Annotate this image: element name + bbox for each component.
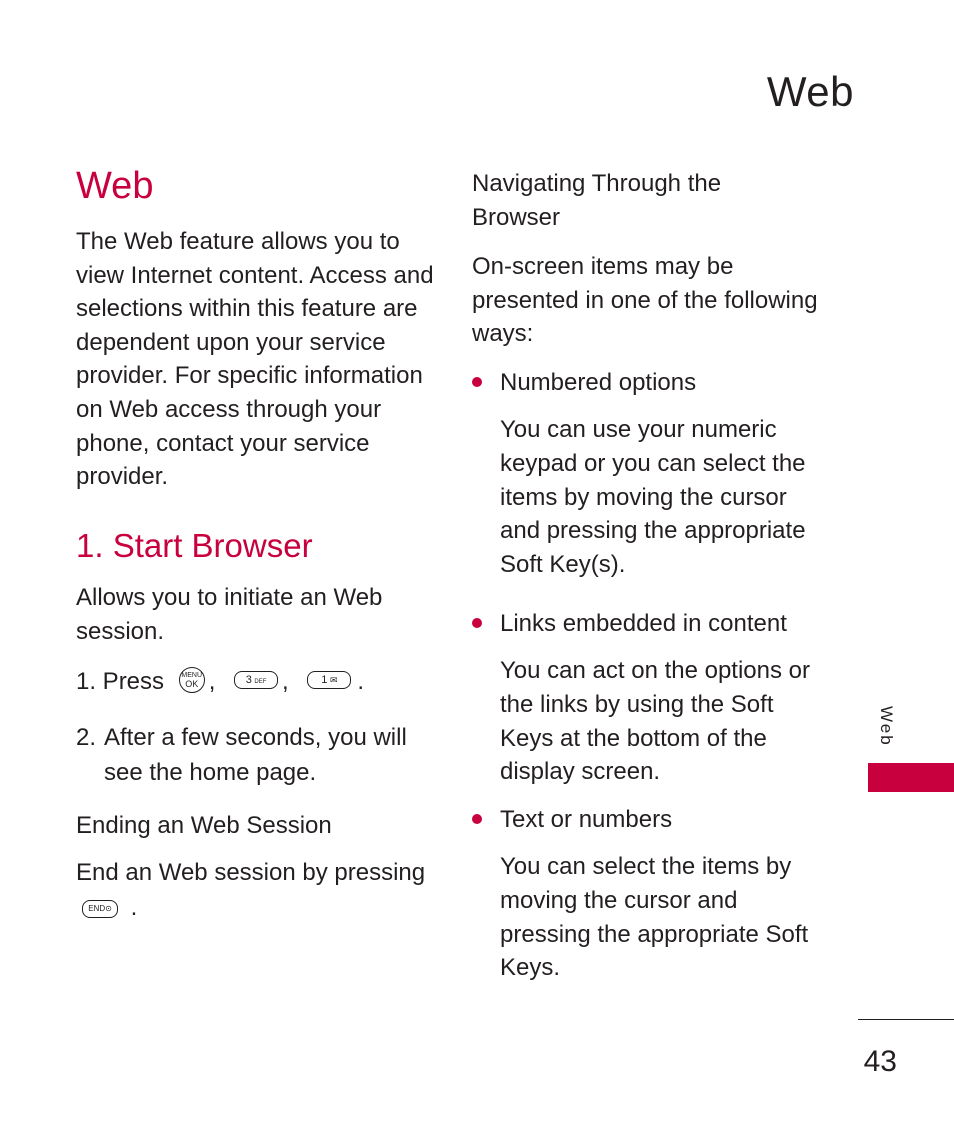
bullet-links-body: You can act on the options or the links by using the Soft Keys at the bottom of the display screen.: [500, 657, 811, 786]
bullet-head-text: Links embedded in content: [500, 610, 787, 637]
bullet-text-body: You can select the items by moving the cursor and pressing the appropriate Soft Keys.: [500, 853, 809, 982]
side-tab-label: Web: [877, 706, 896, 747]
step-1-sep-1: ,: [208, 668, 216, 695]
ending-key-row: [82, 894, 138, 921]
step-1: [76, 664, 364, 700]
navigating-intro: On-screen items may be presented in one of the following ways:: [472, 253, 818, 348]
bullet-numbered-options: [472, 366, 696, 399]
footer-rule: [858, 1019, 954, 1020]
bullet-numbered-body: You can use your numeric keypad or you can select the items by moving the cursor and pressing the appropriate Soft Key(s).: [500, 416, 806, 579]
page-number: 43: [863, 1045, 897, 1078]
menu-key-bottom: OK: [185, 678, 199, 689]
step-2-number: 2.: [76, 724, 97, 751]
three-key-sub: DEF: [254, 678, 267, 685]
menu-ok-key-icon: [179, 667, 205, 693]
bullet-links-embedded: [472, 607, 787, 640]
three-def-key-icon: [234, 671, 278, 689]
bullet-dot-icon: [472, 814, 482, 824]
step-2: [76, 720, 416, 790]
navigating-heading: Navigating Through the Browser: [472, 170, 722, 231]
end-key-icon: END⊙: [82, 900, 118, 918]
bullet-head-text: Numbered options: [500, 369, 697, 396]
start-browser-desc: Allows you to initiate an Web session.: [76, 584, 383, 645]
running-header: Web: [766, 68, 854, 115]
step-1-sep-2: ,: [282, 668, 289, 695]
menu-key-top: MENU: [181, 671, 203, 679]
ending-period: .: [130, 894, 138, 921]
ending-heading: Ending an Web Session: [76, 812, 332, 839]
step-1-prefix: 1. Press: [76, 668, 165, 695]
step-1-end: .: [357, 668, 365, 695]
intro-paragraph: The Web feature allows you to view Internet content. Access and selections within this feature are dependent upon your service provider. For specific information on Web access through your phone, contact your service provider.: [76, 228, 434, 491]
step-2-text: After a few seconds, you will see the home page.: [104, 724, 407, 786]
start-browser-heading: 1. Start Browser: [76, 527, 313, 564]
one-key-sub: ✉: [329, 674, 338, 685]
ending-text: End an Web session by pressing: [76, 859, 426, 886]
side-tab-marker: [868, 763, 954, 792]
bullet-dot-icon: [472, 377, 482, 387]
bullet-head-text: Text or numbers: [500, 806, 673, 833]
one-key-icon: [307, 671, 351, 689]
section-title: Web: [76, 165, 154, 207]
bullet-dot-icon: [472, 618, 482, 628]
three-key-digit: 3: [245, 673, 252, 686]
one-key-digit: 1: [321, 673, 328, 686]
bullet-text-numbers: [472, 803, 672, 836]
